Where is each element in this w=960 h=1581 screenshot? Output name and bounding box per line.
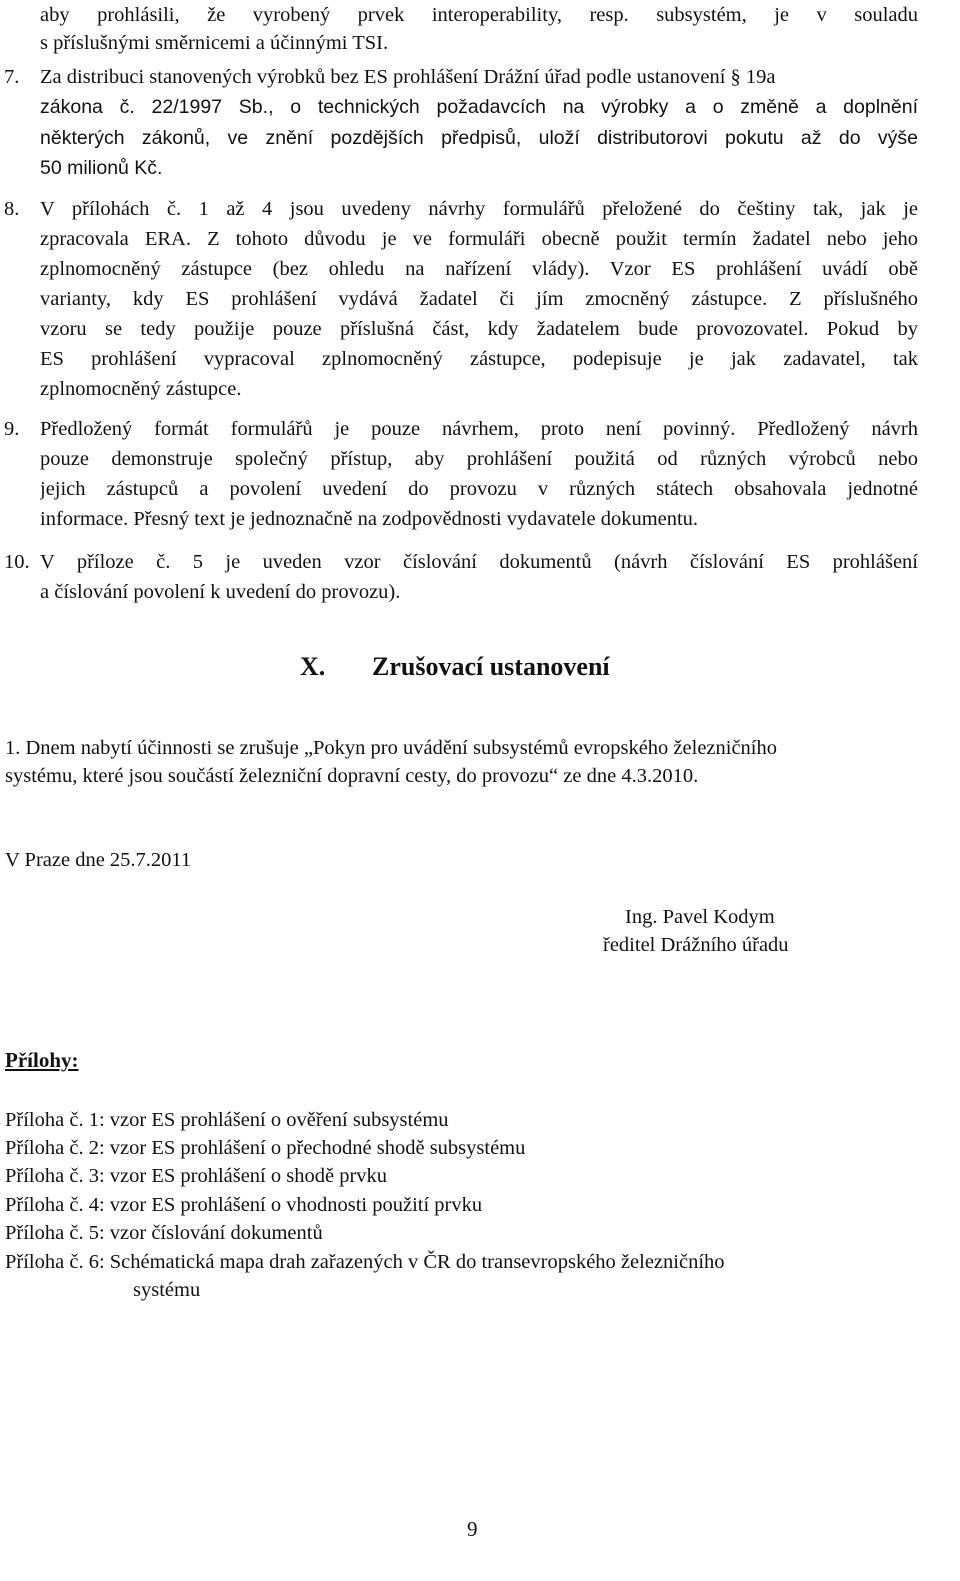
section-heading: [300, 652, 610, 682]
paragraph-line: Předložený formát formulářů je pouze návrhem, proto není povinný. Předložený návrh: [40, 418, 918, 440]
paragraph-line: jejich zástupců a povolení uvedení do provozu v různých státech obsahovala jednotné: [40, 478, 918, 500]
repeal-line: systému, které jsou součástí železniční dopravní cesty, do provozu“ ze dne 4.3.2010.: [5, 765, 699, 787]
paragraph-line: zpracovala ERA. Z tohoto důvodu je ve formuláři obecně použit termín žadatel nebo jeho: [40, 228, 918, 250]
attachment-item: Příloha č. 5: vzor číslování dokumentů: [5, 1222, 323, 1244]
paragraph-line: zplnomocněný zástupce.: [40, 378, 242, 400]
attachments-title: Přílohy:: [5, 1048, 79, 1072]
paragraph-line: V příloze č. 5 je uveden vzor číslování dokumentů (návrh číslování ES prohlášení: [40, 551, 918, 573]
paragraph-line: informace. Přesný text je jednoznačně na zodpovědnosti vydavatele dokumentu.: [40, 508, 699, 530]
attachment-item: Příloha č. 2: vzor ES prohlášení o přechodné shodě subsystému: [5, 1137, 526, 1159]
paragraph-line: zákona č. 22/1997 Sb., o technických požadavcích na výrobky a o změně a doplnění: [40, 96, 918, 118]
item-number: 8.: [4, 198, 20, 220]
paragraph-line: pouze demonstruje společný přístup, aby prohlášení použitá od různých výrobců nebo: [40, 448, 918, 470]
paragraph-line: některých zákonů, ve znění pozdějších předpisů, uloží distributorovi pokutu až do výše: [40, 127, 918, 149]
attachment-item: Příloha č. 6: Schématická mapa drah zařazených v ČR do transevropského železničního: [5, 1251, 725, 1273]
paragraph-line: varianty, kdy ES prohlášení vydává žadatel či jím zmocněný zástupce. Z příslušného: [40, 288, 918, 310]
paragraph-line: s příslušnými směrnicemi a účinnými TSI.: [40, 32, 389, 54]
place-date: V Praze dne 25.7.2011: [5, 849, 192, 871]
item-number: 10.: [4, 551, 30, 573]
paragraph-line: vzoru se tedy použije pouze příslušná část, kdy žadatelem bude provozovatel. Pokud by: [40, 318, 918, 340]
item-number: 9.: [4, 418, 20, 440]
attachment-item-continuation: systému: [133, 1279, 201, 1301]
paragraph-line: Za distribuci stanovených výrobků bez ES prohlášení Drážní úřad podle ustanovení § 19a: [40, 66, 776, 88]
paragraph-line: aby prohlásili, že vyrobený prvek interoperability, resp. subsystém, je v souladu: [40, 4, 918, 26]
signature-role: ředitel Drážního úřadu: [603, 934, 789, 956]
paragraph-line: a číslování povolení k uvedení do provozu).: [40, 581, 401, 603]
paragraph-line: ES prohlášení vypracoval zplnomocněný zástupce, podepisuje je jak zadavatel, tak: [40, 348, 918, 370]
signature-name: Ing. Pavel Kodym: [625, 906, 775, 928]
paragraph-line: V přílohách č. 1 až 4 jsou uvedeny návrhy formulářů přeložené do češtiny tak, jak je: [40, 198, 918, 220]
attachment-item: Příloha č. 4: vzor ES prohlášení o vhodnosti použití prvku: [5, 1194, 483, 1216]
attachment-item: Příloha č. 3: vzor ES prohlášení o shodě prvku: [5, 1165, 388, 1187]
paragraph-line: 50 milionů Kč.: [40, 157, 163, 179]
section-number: X.: [300, 652, 326, 681]
repeal-line: 1. Dnem nabytí účinnosti se zrušuje „Pokyn pro uvádění subsystémů evropského železničního: [5, 737, 778, 759]
section-title: Zrušovací ustanovení: [372, 652, 610, 681]
paragraph-line: zplnomocněný zástupce (bez ohledu na nařízení vlády). Vzor ES prohlášení uvádí obě: [40, 258, 918, 280]
item-number: 7.: [4, 66, 20, 88]
page-number: 9: [467, 1517, 478, 1541]
attachment-item: Příloha č. 1: vzor ES prohlášení o ověření subsystému: [5, 1109, 449, 1131]
